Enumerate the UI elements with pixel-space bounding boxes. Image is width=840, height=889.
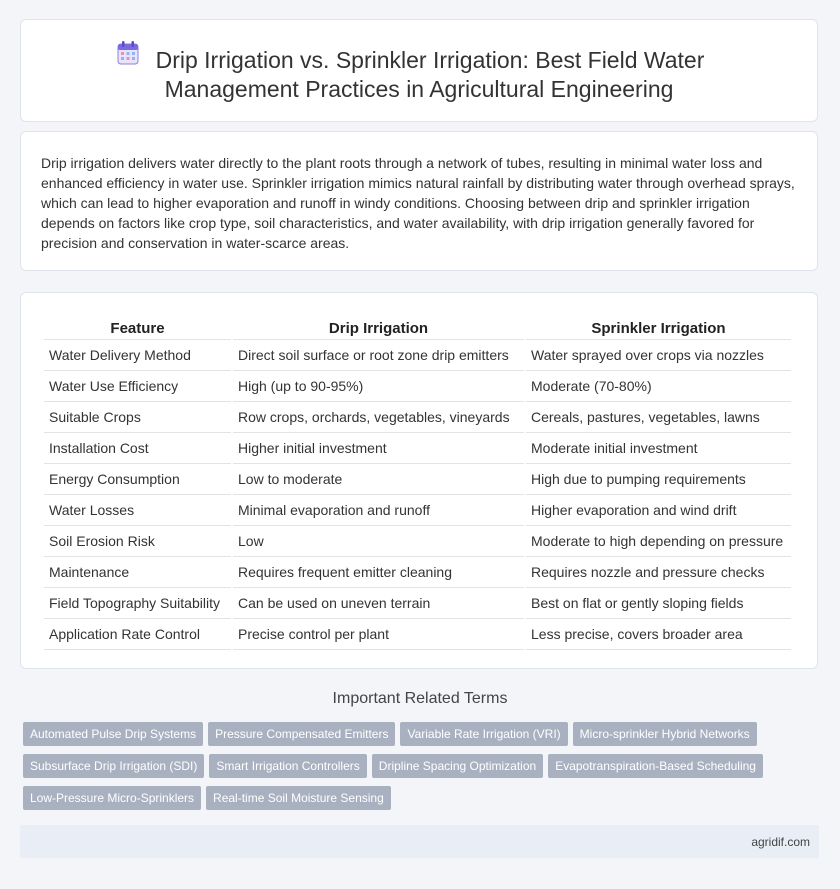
table-row [44,526,791,557]
cell-drip: Row crops, orchards, vegetables, vineyards [233,402,524,433]
cell-sprinkler: Moderate initial investment [526,433,791,464]
cell-sprinkler: Moderate to high depending on pressure [526,526,791,557]
cell-drip: Precise control per plant [233,619,524,650]
table-row [44,340,791,371]
cell-feature: Field Topography Suitability [44,588,231,619]
related-term-tag[interactable]: Variable Rate Irrigation (VRI) [400,722,567,746]
related-term-tag[interactable]: Evapotranspiration-Based Scheduling [548,754,763,778]
title-line-1: Drip Irrigation vs. Sprinkler Irrigation: Best Field Water [155,47,705,73]
cell-sprinkler: Requires nozzle and pressure checks [526,557,791,588]
header-drip: Drip Irrigation [233,314,524,340]
cell-drip: Low to moderate [233,464,524,495]
cell-drip: Low [233,526,524,557]
cell-sprinkler: High due to pumping requirements [526,464,791,495]
cell-feature: Energy Consumption [44,464,231,495]
related-term-tag[interactable]: Dripline Spacing Optimization [372,754,543,778]
related-term-tag[interactable]: Automated Pulse Drip Systems [23,722,203,746]
cell-feature: Water Losses [44,495,231,526]
cell-sprinkler: Higher evaporation and wind drift [526,495,791,526]
header-sprinkler: Sprinkler Irrigation [526,314,791,340]
related-terms-title: Important Related Terms [332,690,508,707]
related-term-tag[interactable]: Pressure Compensated Emitters [208,722,395,746]
cell-feature: Installation Cost [44,433,231,464]
table-row [44,588,791,619]
cell-drip: Requires frequent emitter cleaning [233,557,524,588]
cell-feature: Soil Erosion Risk [44,526,231,557]
footer [20,825,819,858]
cell-sprinkler: Less precise, covers broader area [526,619,791,650]
cell-drip: Can be used on uneven terrain [233,588,524,619]
cell-feature: Suitable Crops [44,402,231,433]
related-term-tag[interactable]: Micro-sprinkler Hybrid Networks [573,722,757,746]
cell-drip: High (up to 90-95%) [233,371,524,402]
related-term-tag[interactable]: Subsurface Drip Irrigation (SDI) [23,754,204,778]
table-header-row [44,314,791,340]
related-term-tag[interactable]: Smart Irrigation Controllers [209,754,366,778]
cell-sprinkler: Water sprayed over crops via nozzles [526,340,791,371]
cell-drip: Higher initial investment [233,433,524,464]
cell-sprinkler: Best on flat or gently sloping fields [526,588,791,619]
cell-drip: Minimal evaporation and runoff [233,495,524,526]
table-row [44,464,791,495]
page-title [21,46,817,104]
related-terms-list [23,722,813,818]
table-row [44,619,791,650]
table-row [44,433,791,464]
title-card [20,19,818,122]
cell-sprinkler: Cereals, pastures, vegetables, lawns [526,402,791,433]
footer-site-link[interactable]: agridif.com [751,835,810,849]
table-row [44,402,791,433]
comparison-table [42,314,793,650]
cell-sprinkler: Moderate (70-80%) [526,371,791,402]
header-feature: Feature [44,314,231,340]
intro-paragraph: Drip irrigation delivers water directly to the plant roots through a network of tubes, resulting in minimal water loss and enhanced efficiency in water use. Sprinkler irrigation mimics natural rainfall by distributing water through overhead sprays, which can lead to higher evaporation and runoff in windy conditions. Choosing between drip and sprinkler irrigation depends on factors like crop type, soil characteristics, and water availability, with drip irrigation generally favored for precision and conservation in water-scarce areas. [41,155,795,251]
comparison-table-card [20,292,818,669]
cell-feature: Application Rate Control [44,619,231,650]
intro-card [20,131,818,271]
title-line-2: Management Practices in Agricultural Engineering [164,76,674,102]
cell-feature: Maintenance [44,557,231,588]
table-row [44,371,791,402]
related-term-tag[interactable]: Real-time Soil Moisture Sensing [206,786,391,810]
related-term-tag[interactable]: Low-Pressure Micro-Sprinklers [23,786,201,810]
table-row [44,557,791,588]
cell-drip: Direct soil surface or root zone drip emitters [233,340,524,371]
cell-feature: Water Use Efficiency [44,371,231,402]
cell-feature: Water Delivery Method [44,340,231,371]
table-row [44,495,791,526]
